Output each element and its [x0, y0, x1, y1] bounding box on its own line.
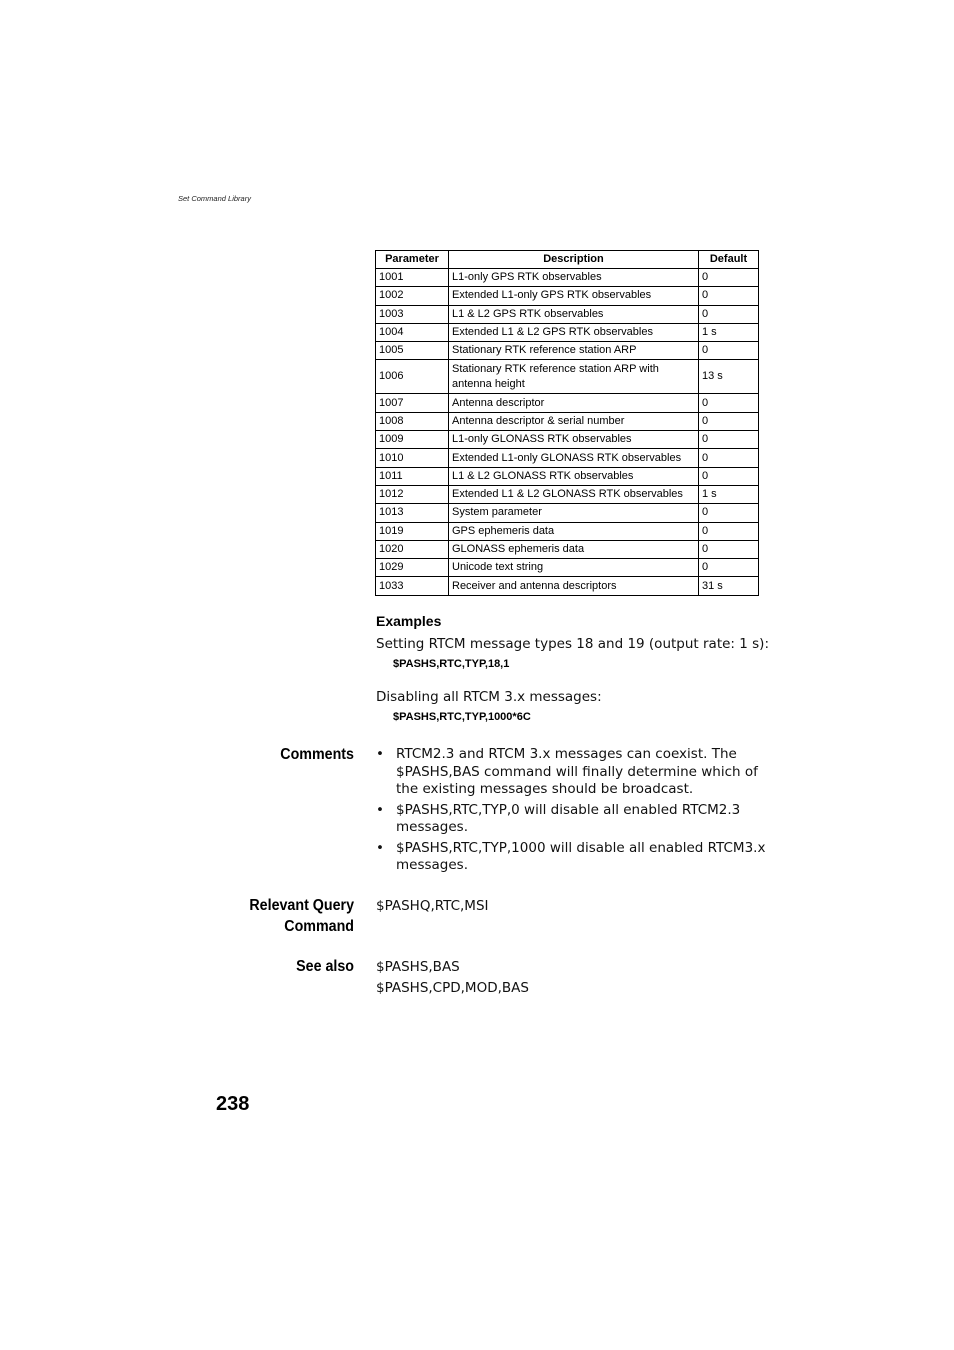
- table-row: [376, 559, 759, 577]
- cell-default: 31 s: [699, 577, 759, 595]
- see-also-item: $PASHS,CPD,MOD,BAS: [376, 980, 529, 996]
- cell-parameter: 1003: [376, 305, 449, 323]
- cell-parameter: 1007: [376, 394, 449, 412]
- list-item: [376, 746, 766, 799]
- comment-text: $PASHS,RTC,TYP,1000 will disable all enabled RTCM3.x messages.: [396, 839, 766, 873]
- comments-list: [376, 746, 766, 878]
- column-header-parameter: Parameter: [376, 251, 449, 269]
- cell-parameter: 1020: [376, 540, 449, 558]
- cell-default: 0: [699, 522, 759, 540]
- cell-parameter: 1029: [376, 559, 449, 577]
- cell-default: 0: [699, 504, 759, 522]
- table-row: [376, 342, 759, 360]
- bullet: •: [376, 801, 384, 818]
- cell-default: 0: [699, 305, 759, 323]
- table-row: [376, 467, 759, 485]
- cell-parameter: 1012: [376, 485, 449, 503]
- cell-default: 0: [699, 559, 759, 577]
- running-header: Set Command Library: [178, 194, 251, 203]
- cell-description: System parameter: [449, 504, 699, 522]
- table-row: [376, 522, 759, 540]
- table-row: [376, 323, 759, 341]
- cell-parameter: 1013: [376, 504, 449, 522]
- cell-parameter: 1005: [376, 342, 449, 360]
- cell-default: 0: [699, 394, 759, 412]
- cell-description: L1-only GLONASS RTK observables: [449, 431, 699, 449]
- cell-parameter: 1010: [376, 449, 449, 467]
- cell-default: 0: [699, 467, 759, 485]
- table-row: [376, 431, 759, 449]
- example-description: Setting RTCM message types 18 and 19 (output rate: 1 s):: [376, 636, 769, 652]
- cell-default: 0: [699, 540, 759, 558]
- cell-description: Antenna descriptor: [449, 394, 699, 412]
- cell-description: GLONASS ephemeris data: [449, 540, 699, 558]
- table-row: [376, 305, 759, 323]
- relevant-query-heading-line1: Relevant Query: [249, 897, 354, 914]
- table-row: [376, 504, 759, 522]
- table-row: [376, 360, 759, 394]
- cell-description: Unicode text string: [449, 559, 699, 577]
- cell-default: 13 s: [699, 360, 759, 394]
- comments-heading: Comments: [280, 746, 354, 763]
- column-header-description: Description: [449, 251, 699, 269]
- list-item: [376, 840, 766, 875]
- cell-parameter: 1001: [376, 269, 449, 287]
- cell-description: L1 & L2 GLONASS RTK observables: [449, 467, 699, 485]
- cell-parameter: 1009: [376, 431, 449, 449]
- relevant-query-heading-line2: Command: [284, 918, 354, 935]
- example-description: Disabling all RTCM 3.x messages:: [376, 689, 602, 705]
- example-command: $PASHS,RTC,TYP,1000*6C: [393, 711, 531, 723]
- table-row: [376, 287, 759, 305]
- table-row: [376, 540, 759, 558]
- cell-description: L1-only GPS RTK observables: [449, 269, 699, 287]
- cell-parameter: 1002: [376, 287, 449, 305]
- example-command: $PASHS,RTC,TYP,18,1: [393, 658, 510, 670]
- cell-default: 1 s: [699, 485, 759, 503]
- cell-default: 0: [699, 449, 759, 467]
- table-row: [376, 449, 759, 467]
- cell-parameter: 1019: [376, 522, 449, 540]
- cell-description: Extended L1 & L2 GPS RTK observables: [449, 323, 699, 341]
- table-row: [376, 412, 759, 430]
- cell-parameter: 1011: [376, 467, 449, 485]
- cell-default: 0: [699, 269, 759, 287]
- column-header-default: Default: [699, 251, 759, 269]
- parameter-table: [375, 250, 759, 596]
- cell-description: Receiver and antenna descriptors: [449, 577, 699, 595]
- table-row: [376, 394, 759, 412]
- comment-text: $PASHS,RTC,TYP,0 will disable all enabled RTCM2.3 messages.: [396, 801, 741, 835]
- cell-default: 0: [699, 287, 759, 305]
- relevant-query-value: $PASHQ,RTC,MSI: [376, 898, 489, 914]
- cell-description: Extended L1-only GLONASS RTK observables: [449, 449, 699, 467]
- see-also-item: $PASHS,BAS: [376, 959, 460, 975]
- bullet: •: [376, 746, 384, 762]
- cell-description: L1 & L2 GPS RTK observables: [449, 305, 699, 323]
- see-also-heading: See also: [296, 958, 354, 975]
- cell-description: Stationary RTK reference station ARP with antenna height: [449, 360, 699, 394]
- cell-default: 0: [699, 412, 759, 430]
- table-row: [376, 577, 759, 595]
- cell-description: Extended L1 & L2 GLONASS RTK observables: [449, 485, 699, 503]
- cell-parameter: 1006: [376, 360, 449, 394]
- examples-heading: Examples: [376, 613, 442, 629]
- cell-default: 0: [699, 431, 759, 449]
- cell-default: 0: [699, 342, 759, 360]
- table-row: [376, 269, 759, 287]
- page-number: 238: [216, 1093, 250, 1115]
- cell-parameter: 1033: [376, 577, 449, 595]
- cell-description: Stationary RTK reference station ARP: [449, 342, 699, 360]
- cell-default: 1 s: [699, 323, 759, 341]
- bullet: •: [376, 839, 384, 856]
- cell-description: Extended L1-only GPS RTK observables: [449, 287, 699, 305]
- table-row: [376, 485, 759, 503]
- list-item: [376, 802, 766, 837]
- cell-parameter: 1004: [376, 323, 449, 341]
- table-header-row: [376, 251, 759, 269]
- cell-description: GPS ephemeris data: [449, 522, 699, 540]
- cell-parameter: 1008: [376, 412, 449, 430]
- comment-text: RTCM2.3 and RTCM 3.x messages can coexist. The $PASHS,BAS command will finally determine which of the existing messages should be broadcast.: [396, 746, 758, 797]
- cell-description: Antenna descriptor & serial number: [449, 412, 699, 430]
